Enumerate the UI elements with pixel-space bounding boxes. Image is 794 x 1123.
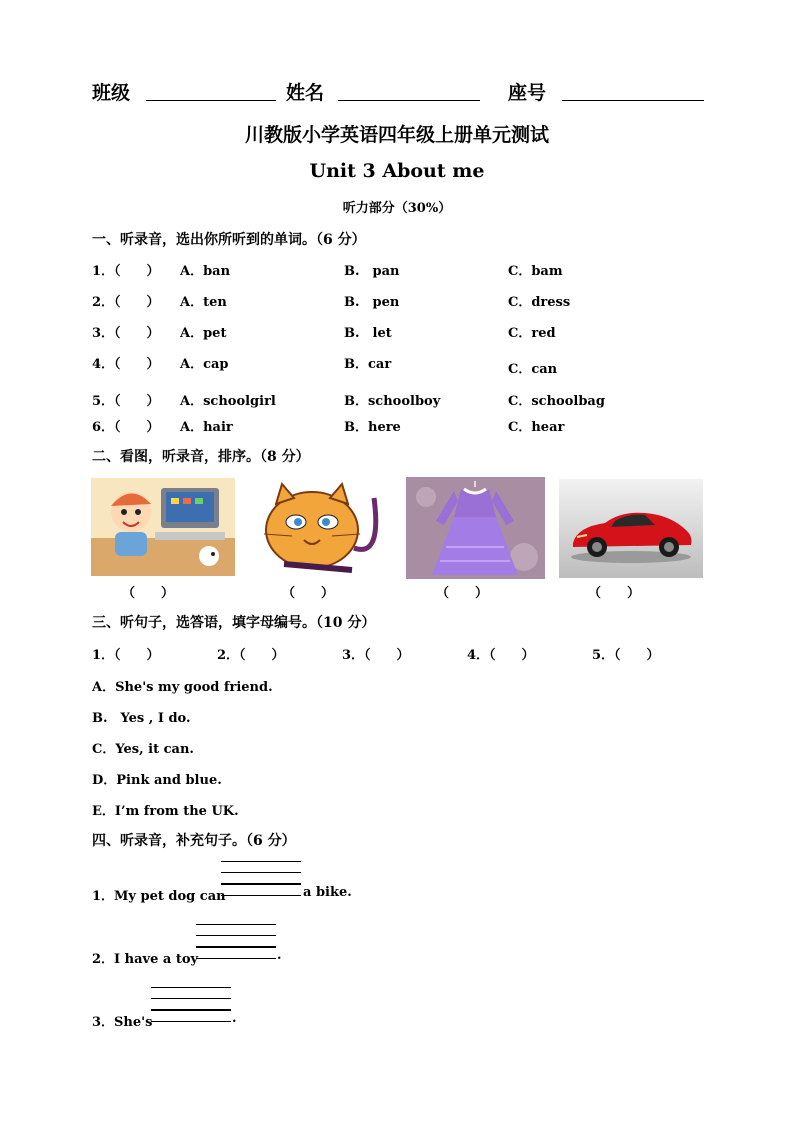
q2-number: 2．（ ） xyxy=(92,295,160,310)
sentence2-start: 2．I have a toy xyxy=(92,952,199,967)
unit-subtitle: Unit 3 About me xyxy=(309,160,485,182)
listening-part-label: 听力部分（30%） xyxy=(342,201,452,216)
class-field[interactable] xyxy=(146,100,276,101)
q6-option-a: A．hair xyxy=(180,420,233,435)
s3-blank-3[interactable]: 3．（ ） xyxy=(342,648,410,663)
q5-option-b: B．schoolboy xyxy=(344,394,441,409)
q4-number: 4．（ ） xyxy=(92,357,160,372)
s3-option-c: C．Yes, it can. xyxy=(92,742,194,757)
q3-number: 3．（ ） xyxy=(92,326,160,341)
q1-number: 1．（ ） xyxy=(92,264,160,279)
q2-option-c: C．dress xyxy=(508,295,571,310)
q6-number: 6．（ ） xyxy=(92,420,160,435)
s3-option-e: E．I’m from the UK. xyxy=(92,804,239,819)
s3-blank-4[interactable]: 4．（ ） xyxy=(467,648,535,663)
picture1-answer-blank[interactable]: （ ） xyxy=(122,586,175,601)
sentence3-start: 3．She's xyxy=(92,1015,153,1030)
s3-option-d: D．Pink and blue. xyxy=(92,773,222,788)
sentence1-start: 1．My pet dog can xyxy=(92,889,226,904)
q2-option-b: B. pen xyxy=(344,295,400,310)
s3-blank-1[interactable]: 1．（ ） xyxy=(92,648,160,663)
q3-option-a: A．pet xyxy=(180,326,227,341)
seat-label: 座号 xyxy=(508,82,547,104)
sentence3-end: . xyxy=(232,1011,237,1026)
red-sports-car-picture xyxy=(559,479,703,578)
class-label: 班级 xyxy=(92,82,131,104)
cartoon-cat-picture xyxy=(254,478,388,578)
s3-option-b: B. Yes , I do. xyxy=(92,711,191,726)
purple-dress-picture xyxy=(406,477,545,579)
q3-option-b: B. let xyxy=(344,326,392,341)
picture2-answer-blank[interactable]: （ ） xyxy=(282,586,335,601)
q4-option-b: B．car xyxy=(344,357,392,372)
section2-heading: 二、看图，听录音，排序。（8 分） xyxy=(92,449,310,465)
picture3-answer-blank[interactable]: （ ） xyxy=(436,586,489,601)
page-title: 川教版小学英语四年级上册单元测试 xyxy=(244,124,549,146)
section1-heading: 一、听录音，选出你所听到的单词。（6 分） xyxy=(92,232,366,248)
q1-option-b: B. pan xyxy=(344,264,400,279)
seat-field[interactable] xyxy=(562,100,704,101)
section4-heading: 四、听录音，补充句子。（6 分） xyxy=(92,833,296,849)
q6-option-c: C．hear xyxy=(508,420,565,435)
child-at-computer-picture xyxy=(91,478,235,576)
picture4-answer-blank[interactable]: （ ） xyxy=(588,586,641,601)
q5-number: 5．（ ） xyxy=(92,394,160,409)
sentence2-end: . xyxy=(277,948,282,963)
name-label: 姓名 xyxy=(286,82,325,104)
sentence1-end: a bike. xyxy=(303,885,352,900)
section3-heading: 三、听句子，选答语，填字母编号。（10 分） xyxy=(92,615,376,631)
q1-option-c: C．bam xyxy=(508,264,563,279)
q4-option-c: C．can xyxy=(508,362,558,377)
q3-option-c: C．red xyxy=(508,326,556,341)
s3-blank-5[interactable]: 5．（ ） xyxy=(592,648,660,663)
q5-option-a: A．schoolgirl xyxy=(180,394,276,409)
s3-option-a: A．She's my good friend. xyxy=(92,680,273,695)
q1-option-a: A．ban xyxy=(180,264,231,279)
q5-option-c: C．schoolbag xyxy=(508,394,605,409)
q2-option-a: A．ten xyxy=(180,295,227,310)
q6-option-b: B．here xyxy=(344,420,401,435)
q4-option-a: A．cap xyxy=(180,357,229,372)
s3-blank-2[interactable]: 2．（ ） xyxy=(217,648,285,663)
name-field[interactable] xyxy=(338,100,480,101)
